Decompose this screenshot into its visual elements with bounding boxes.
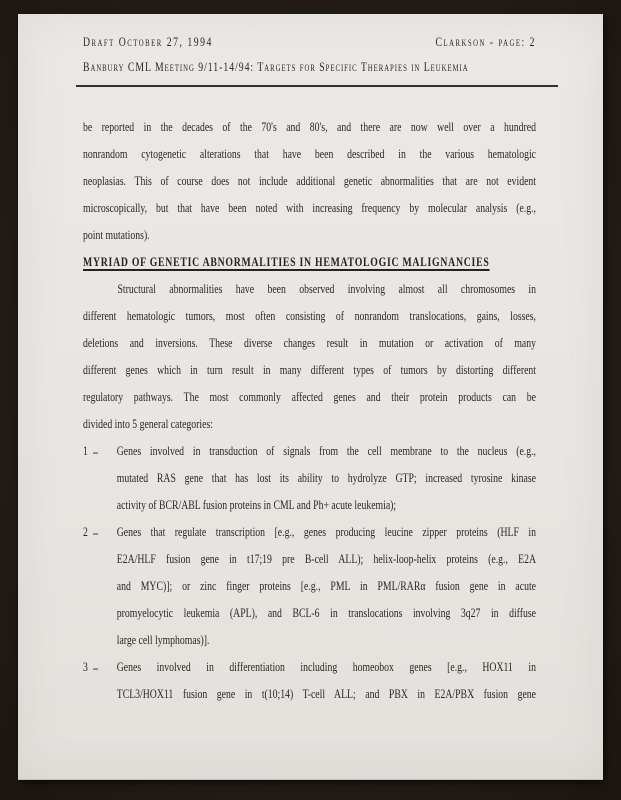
item-number: 1 [83, 443, 88, 458]
text-line: divided into 5 general categories: [83, 416, 213, 431]
item-dash: – [93, 444, 98, 459]
item-text [117, 653, 536, 707]
text-line: TCL3/HOX11 fusion gene in t(10;14) T-cell ALL; and PBX in E2A/PBX fusion gene [116, 686, 536, 701]
header-row [83, 33, 536, 51]
text-line: promyelocytic leukemia (APL), and BCL-6 in translocations involving 3q27 in diffuse [116, 605, 536, 620]
document-title: Banbury CML Meeting 9/11-14/94: Targets for Specific Therapies in Leukemia [83, 59, 469, 74]
numbered-item-3 [83, 653, 536, 707]
text-line: and MYC)]; or zinc finger proteins [e.g., PML in PML/RARα fusion gene in acute [116, 578, 536, 593]
header-rule [76, 85, 558, 87]
text-line: nonrandom cytogenetic alterations that have been described in the various hematologic [83, 146, 536, 161]
paragraph-continuation [83, 113, 536, 248]
text-line: different genes which in turn result in many different types of tumors by distorting different [83, 362, 536, 377]
text-line: deletions and inversions. These diverse changes result in mutation or activation of many [83, 335, 536, 350]
text-line: mutated RAS gene that has lost its ability to hydrolyze GTP; increased tyrosine kinase [116, 470, 536, 485]
document-page [18, 14, 603, 780]
item-number: 3 [83, 659, 88, 674]
item-marker [83, 653, 117, 680]
text-line: Genes that regulate transcription [e.g., genes producing leucine zipper proteins (HLF in [116, 524, 536, 539]
item-dash: – [93, 660, 98, 675]
paragraph [83, 275, 536, 437]
page-header [83, 33, 536, 76]
text-line: E2A/HLF fusion gene in t17;19 pre B-cell ALL); helix-loop-helix proteins (e.g., E2A [116, 551, 536, 566]
text-line: microscopically, but that have been noted with increasing frequency by molecular analysis (e.g., [83, 200, 536, 215]
text-line: regulatory pathways. The most commonly affected genes and their protein products can be [83, 389, 536, 404]
text-line: point mutations). [83, 227, 150, 242]
text-line: activity of BCR/ABL fusion proteins in CML and Ph+ acute leukemia); [116, 497, 397, 512]
text-line: large cell lymphomas)]. [116, 632, 210, 647]
document-body [83, 113, 536, 707]
section-heading: MYRIAD OF GENETIC ABNORMALITIES IN HEMATOLOGIC MALIGNANCIES [83, 254, 490, 269]
text-line: be reported in the decades of the 70's and 80's, and there are now well over a hundred [83, 119, 536, 134]
header-draft-date: Draft October 27, 1994 [83, 34, 213, 49]
item-marker [83, 437, 117, 464]
numbered-item-2 [83, 518, 536, 653]
numbered-item-1 [83, 437, 536, 518]
text-line: neoplasias. This of course does not include additional genetic abnormalities that are not evident [83, 173, 536, 188]
item-text [117, 437, 536, 518]
text-line: different hematologic tumors, most often consisting of nonrandom translocations, gains, losses, [83, 308, 536, 323]
item-dash: – [93, 525, 98, 540]
header-page-label: Clarkson - page: 2 [435, 34, 536, 49]
item-text [117, 518, 536, 653]
text-line: Structural abnormalities have been observed involving almost all chromosomes in [117, 281, 536, 296]
item-marker [83, 518, 117, 545]
text-line: Genes involved in differentiation including homeobox genes [e.g., HOX11 in [116, 659, 536, 674]
item-number: 2 [83, 524, 88, 539]
text-line: Genes involved in transduction of signals from the cell membrane to the nucleus (e.g., [116, 443, 536, 458]
